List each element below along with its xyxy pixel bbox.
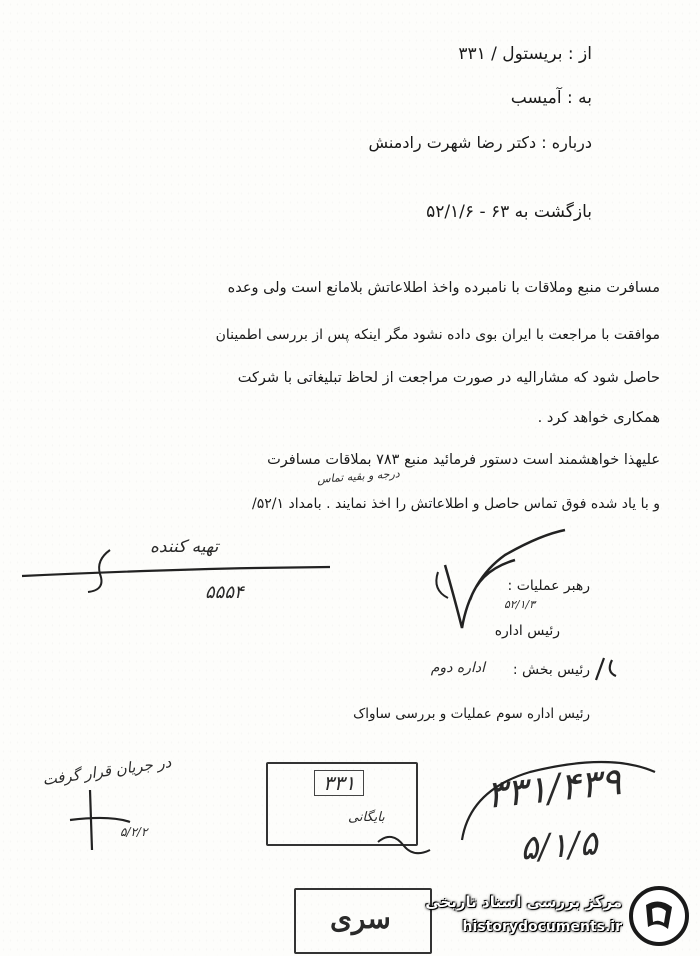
section-head-scribble [596,658,616,680]
file-date: ۵/۱/۵ [518,823,600,869]
third-dept-label: رئیس اداره سوم عملیات و بررسی ساواک [353,706,590,722]
archive-logo-icon [628,885,690,947]
ops-head-label: رهبر عملیات : [507,578,590,594]
archive-stamp-number: ۳۳۱ [314,770,364,796]
watermark-url: historydocuments.ir [462,919,622,935]
body-line-2: موافقت با مراجعت با ایران بوی داده نشود مگر اینکه پس از بررسی اطمینان [215,327,660,343]
watermark-title: مرکز بررسی اسناد تاریخی [425,893,622,911]
body-line-3: حاصل شود که مشارالیه در صورت مراجعت از لحاظ تبلیغاتی با شرکت [237,370,660,386]
archive-stamp-label: بایگانی [348,810,385,825]
to-line: به : آمیسب [510,88,592,108]
subject-line: درباره : دکتر رضا شهرت رادمنش [368,133,592,152]
ops-head-date: ۵۲/۱/۳ [503,598,535,611]
body-line-6: و با یاد شده فوق تماس حاصل و اطلاعاتش را اخذ نمایند . بامداد ۵۲/۱/ [252,496,660,512]
file-number-swoop [462,762,655,840]
classification-text: سری [330,902,391,935]
margin-note-date: ۵/۲/۲ [120,825,148,839]
handwritten-insert: درجه و بقیه تماس [316,467,401,486]
margin-note: در جریان قرار گرفت [41,753,173,789]
left-handwritten-number: ۵۵۵۴ [205,582,244,603]
dept-head-label: رئیس اداره [494,623,560,639]
section-head-note: اداره دوم [430,660,485,676]
watermark-logo [628,885,690,947]
reference-line: بازگشت به ۶۳ - ۵۲/۱/۶ [426,202,592,222]
body-line-5: علیهذا خواهشمند است دستور فرمائید منبع ۷۸۳ بملاقات مسافرت [267,452,660,468]
left-signature-flourish [88,550,110,592]
section-head-label: رئیس بخش : [512,662,590,678]
left-handwritten-note: تهیه کننده [150,537,219,557]
margin-check-stroke [70,790,130,850]
stamp-initials [378,837,430,853]
right-signature-hook [436,572,448,598]
left-signature-line [22,567,330,576]
file-number: ۳۳۱/۴۳۹ [484,759,624,817]
body-line-1: مسافرت منبع وملاقات با نامبرده واخذ اطلاعاتش بلامانع است ولی وعده [227,280,660,296]
right-signature [445,530,565,628]
body-line-4: همکاری خواهد کرد . [537,410,660,426]
from-line: از : بریستول / ۳۳۱ [458,44,592,64]
